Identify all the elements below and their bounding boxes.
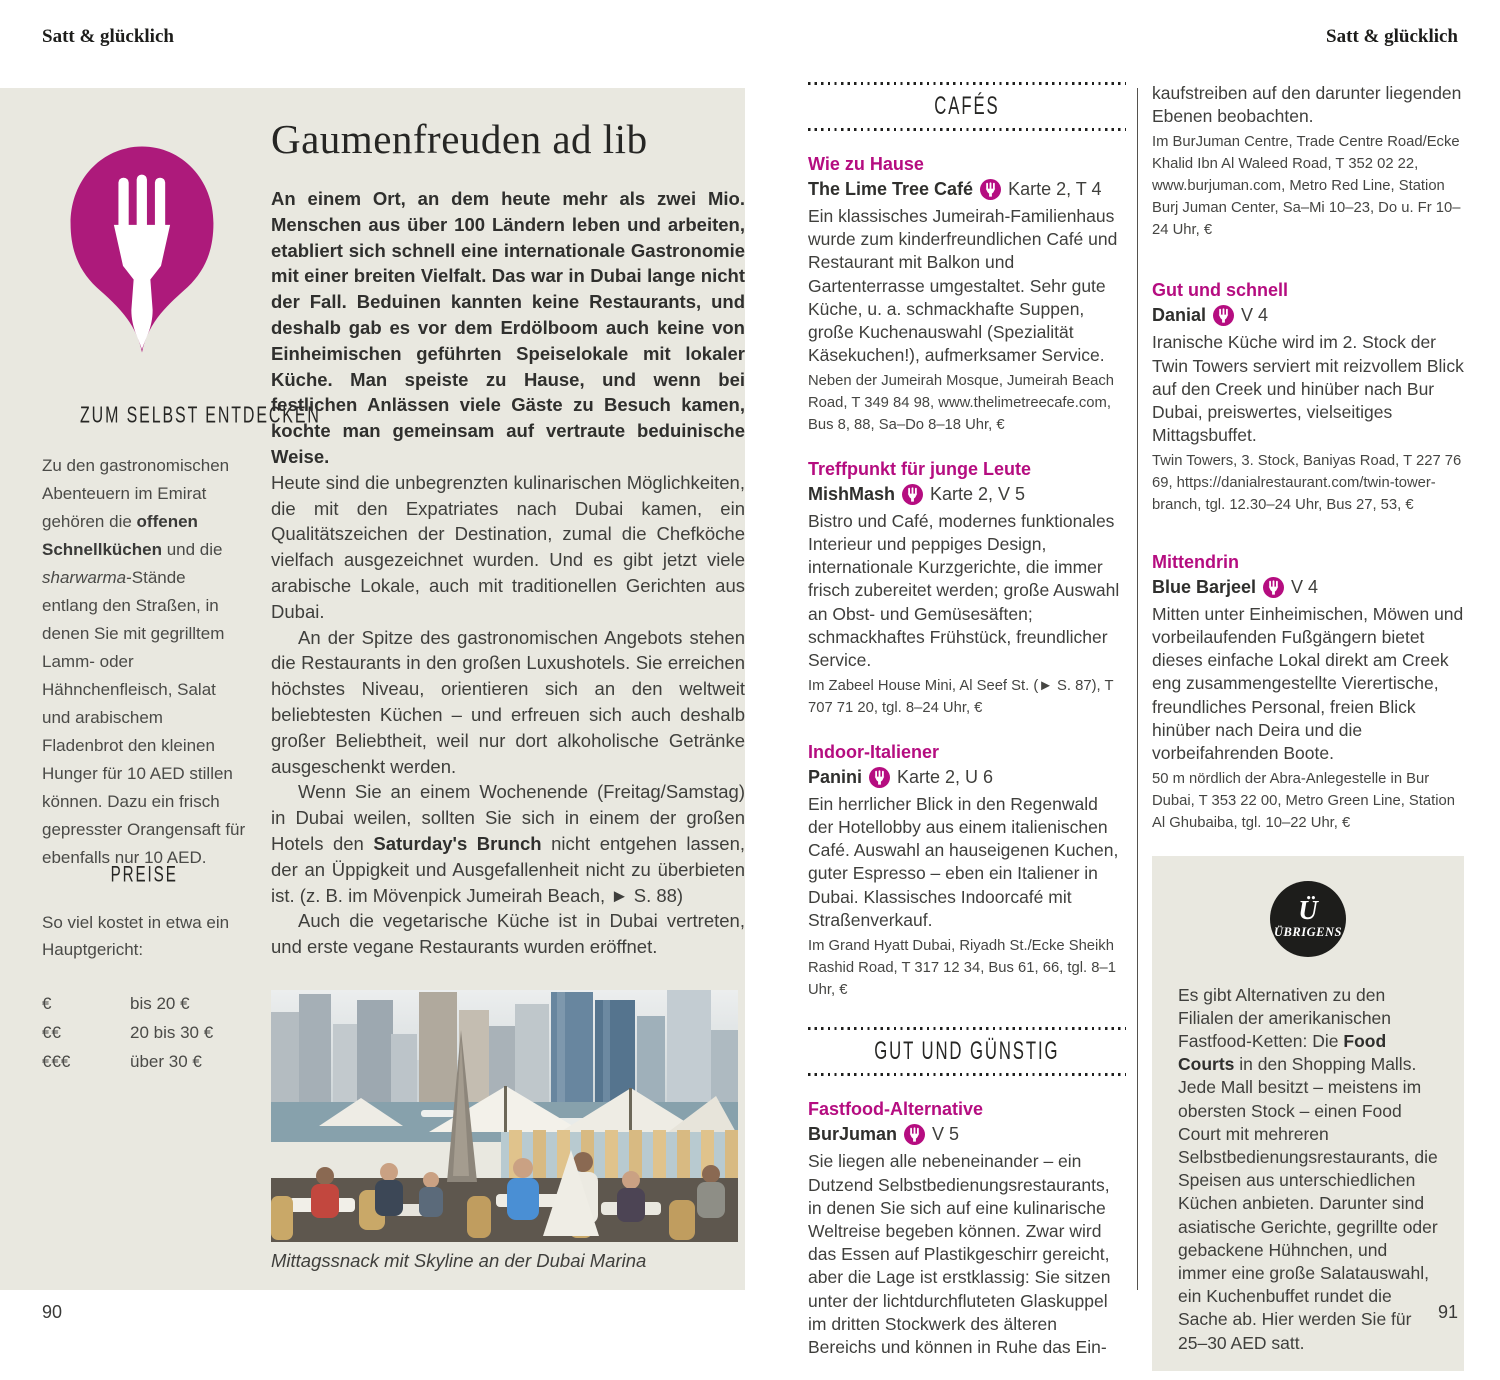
prices-intro: So viel kostet in etwa ein Hauptgericht: (42, 913, 230, 959)
restaurant-name: Panini (808, 766, 863, 787)
article-paragraph: Heute sind die unbegrenzten kulinarischen Möglichkeiten, die mit den Expatriates nach Dubai kamen, ein Qualitätszeichen der Destination, zumal die Chefköche vielfach ausgezeichnet wurden. Und es gibt jetzt viele arabische Lokale, auch mit traditionellen Gerichten aus Dubai. (271, 471, 745, 622)
section-cafes-label: CAFÉS (934, 91, 1000, 120)
entry-details: 50 m nördlich der Abra-Anlegestelle in Bur Dubai, T 353 22 00, Metro Green Line, Station Al Ghubaiba, tgl. 10–22 Uhr, € (1152, 771, 1455, 831)
main-article (271, 116, 745, 960)
fork-badge-icon (980, 179, 1001, 200)
uebrigens-box (1152, 856, 1464, 1371)
article-paragraph: An der Spitze des gastronomischen Angebots stehen die Restaurants in den großen Luxushotels. Sie erreichen höchstes Niveau, orientieren sich an den weltweit beliebtesten Küchen – und erfreuen sich auch deshalb großer Beliebtheit, weil nur dort alkoholische Getränke ausgeschenkt werden. (271, 626, 745, 777)
page-number-left: 90 (42, 1302, 63, 1322)
sidebar-discover (42, 402, 321, 872)
column-right (1152, 82, 1464, 1371)
entry-description: Sie liegen alle nebeneinander – ein Dutzend Selbstbedienungsrestaurants, in denen Sie sich auf eine kulinarische Weltreise begeben können. Zwar wird das Essen auf Plastikgeschirr gereicht, aber die Lage ist erstklassig: Sie sitzen unter der lichtdurchfluteten Glaskuppel im dritten Stockwerk des älteren Bereichs und können in Ruhe das Ein- (808, 1151, 1111, 1358)
entry-description: Ein herrlicher Blick in den Regenwald der Hotellobby aus einem italienischen Café. Auswahl an hauseigenen Kuchen, guter Espresso – eben ein Italiener in Dubai. Klassisches Indoorcafé mit Straßenverkauf. (808, 793, 1119, 930)
restaurant-name: Danial (1152, 305, 1207, 326)
map-reference: Karte 2, U 6 (897, 766, 994, 787)
entry-category: Treffpunkt für junge Leute (808, 458, 1031, 479)
column-divider (1137, 88, 1138, 1290)
marina-photo (271, 990, 738, 1242)
entry-category: Indoor-Italiener (808, 741, 940, 762)
entry-description: Ein klassisches Jumeirah-Familienhaus wurde zum kinderfreundlichen Café und Restaurant mit Balkon und Gartenterrasse umgestaltet. Sehr gute Küche, u. a. schmackhafte Suppen, große Kuchenauswahl (Spezialität Käsekuchen!), aufmerksamer Service. (808, 206, 1118, 366)
map-reference: V 4 (1291, 576, 1319, 597)
section-cafes (808, 82, 1126, 131)
listing-burjuman-continued (1152, 82, 1464, 241)
entry-details: Im Grand Hyatt Dubai, Riyadh St./Ecke Sheikh Rashid Road, T 317 12 34, Bus 61, 66, tgl. 8–1 Uhr, € (808, 938, 1116, 998)
price-label: bis 20 € (130, 994, 190, 1013)
column-cafes (808, 82, 1126, 1380)
entry-category: Wie zu Hause (808, 154, 924, 174)
dotted-rule (808, 128, 1126, 131)
entry-description: Mitten unter Einheimischen, Möwen und vorbeilaufenden Fußgängern bietet dieses einfache Lokal direkt am Creek eng zusammengestellte Vierertische, freundliches Personal, freien Blick hinüber nach Deira und die vorbeifahrenden Boote. (1152, 603, 1464, 764)
uebrigens-badge-letter: Ü (1298, 895, 1318, 926)
listing-danial (1152, 279, 1464, 516)
listing-blue-barjeel (1152, 551, 1464, 835)
section-cheap-label: GUT UND GÜNSTIG (874, 1036, 1060, 1065)
prices-heading: PREISE (110, 862, 178, 888)
page-number-right: 91 (1437, 1302, 1458, 1322)
entry-description: Bistro und Café, modernes funktionales Interieur und peppiges Design, internationale Kurzgerichte, die immer frisch zubereitet werden; große Auswahl an Obst- und Gemüsesäften; schmackhaftes Frühstück, freundlicher Service. (808, 510, 1120, 671)
price-row (42, 1047, 246, 1076)
running-head-left: Satt & glücklich (42, 26, 174, 47)
map-reference: Karte 2, T 4 (1008, 179, 1102, 199)
restaurant-name: BurJuman (808, 1124, 898, 1145)
entry-details: Im Zabeel House Mini, Al Seef St. (► S. 87), T 707 71 20, tgl. 8–24 Uhr, € (808, 678, 1114, 717)
fork-badge-icon (1213, 305, 1234, 326)
prices-box (42, 864, 246, 1076)
entry-description-continued: kaufstreiben auf den darunter liegenden Ebenen beobachten. (1152, 83, 1462, 127)
restaurant-name: The Lime Tree Café (808, 179, 974, 199)
fork-badge-icon (904, 1124, 925, 1145)
article-lead: An einem Ort, an dem heute mehr als zwei Mio. Menschen aus über 100 Ländern leben und arbeiten, etabliert sich schnell eine internationale Gastronomie mit einer breiten Vielfalt. Das war in Dubai lange nicht der Fall. Beduinen kannten keine Restaurants, und deshalb gab es vor dem Erdölboom auch keine von Einheimischen geführten Speiselokale mit lokaler Küche. Man speiste zu Hause, und wenn bei festlichen Anlässen viele Gäste zu Besuch kamen, kochte man gemeinsam auf vertraute beduinische Weise. (271, 188, 745, 467)
restaurant-name: Blue Barjeel (1152, 576, 1257, 597)
dotted-rule (808, 1073, 1126, 1076)
entry-category: Gut und schnell (1152, 280, 1289, 301)
uebrigens-badge-label: ÜBRIGENS (1274, 925, 1342, 940)
price-symbol: €€€ (42, 1052, 71, 1071)
sidebar-heading: ZUM SELBST ENTDECKEN (80, 402, 321, 429)
photo-caption: Mittagssnack mit Skyline an der Dubai Marina (271, 1250, 647, 1271)
sidebar-paragraph: Zu den gastronomischen Abenteuern im Emirat gehören die offenen Schnellküchen und die sharwarma-Stände entlang den Straßen, in denen Sie mit gegrilltem Lamm- oder Hähnchenfleisch, Salat und arabischem Fladenbrot den kleinen Hunger für 10 AED stillen können. Dazu ein frisch gepresster Orangensaft für ebenfalls nur 10 AED. (42, 456, 246, 867)
entry-details: Neben der Jumeirah Mosque, Jumeirah Beach Road, T 349 84 98, www.thelimetreecafe.com, Bus 8, 88, Sa–Do 8–18 Uhr, € (808, 373, 1114, 434)
map-reference: V 5 (932, 1124, 960, 1145)
uebrigens-badge (1270, 881, 1346, 957)
entry-details: Im BurJuman Centre, Trade Centre Road/Ecke Khalid Ibn Al Waleed Road, T 352 02 22, www.burjuman.com, Metro Red Line, Station Burj Juman Center, Sa–Mi 10–23, Do u. Fr 10–24 Uhr, € (1152, 134, 1461, 238)
section-cheap (808, 1027, 1126, 1076)
price-label: über 30 € (130, 1052, 202, 1071)
price-row (42, 989, 246, 1018)
article-paragraph: Wenn Sie an einem Wochenende (Freitag/Samstag) in Dubai weilen, sollten Sie sich in einem der großen Hotels den Saturday's Brunch nicht entgehen lassen, der an Üppigkeit und Ausgefallenheit nicht zu überbieten ist. (z. B. im Mövenpick Jumeirah Beach, ► S. 88) (271, 781, 746, 906)
article-paragraph: Auch die vegetarische Küche ist in Dubai vertreten, und erste vegane Restaurants wurden eröffnet. (271, 910, 745, 958)
listing-burjuman (808, 1098, 1126, 1359)
fork-badge-icon (869, 767, 890, 788)
listing-panini (808, 741, 1126, 1002)
entry-category: Mittendrin (1152, 551, 1239, 572)
fork-badge-icon (902, 484, 923, 505)
map-reference: Karte 2, V 5 (930, 483, 1026, 504)
prices-table (42, 989, 246, 1076)
entry-details: Twin Towers, 3. Stock, Baniyas Road, T 227 76 69, https://danialrestaurant.com/twin-tower-branch, tgl. 12.30–24 Uhr, Bus 27, 53, € (1152, 453, 1462, 513)
uebrigens-text: Es gibt Alternativen zu den Filialen der amerikanischen Fastfood-Ketten: Die Food Courts in den Shopping Malls. Jede Mall besitzt – meistens im obersten Stock – einen Food Court mit mehreren Selbstbedienungsrestaurants, die Speisen aus unterschiedlichen Küchen anbieten. Darunter sind asiatische Gerichte, gegrillte oder gebackene Hühnchen, und immer eine große Salatauswahl, ein Kuchenbuffet rundet die Sache ab. Hier werden Sie für 25–30 AED satt. (1178, 984, 1438, 1353)
fork-pin-icon (66, 124, 218, 372)
price-row (42, 1018, 246, 1047)
entry-description: Iranische Küche wird im 2. Stock der Twin Towers serviert mit reizvollem Blick auf den Creek und hinüber nach Bur Dubai, preiswertes, vielseitiges Mittagsbuffet. (1152, 332, 1464, 446)
map-reference: V 4 (1241, 305, 1269, 326)
running-head-right: Satt & glücklich (1326, 26, 1458, 47)
price-symbol: €€ (42, 1023, 61, 1042)
price-label: 20 bis 30 € (130, 1023, 214, 1042)
fork-badge-icon (1263, 577, 1284, 598)
entry-category: Fastfood-Alternative (808, 1099, 984, 1120)
article-title: Gaumenfreuden ad lib (271, 116, 648, 162)
price-symbol: € (42, 994, 52, 1013)
restaurant-name: MishMash (808, 483, 896, 504)
listing-mishmash (808, 458, 1126, 720)
listing-lime-tree-cafe (808, 153, 1126, 437)
